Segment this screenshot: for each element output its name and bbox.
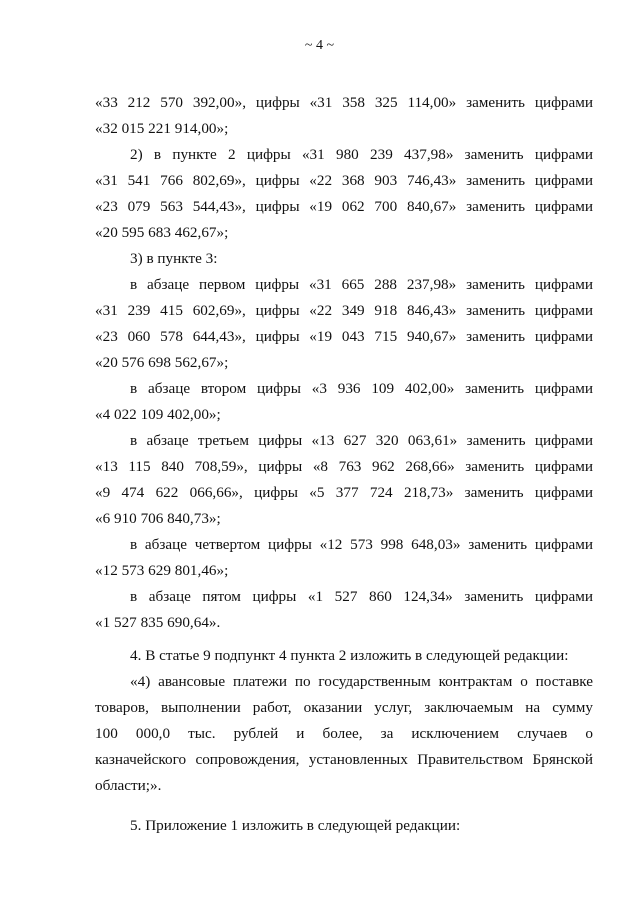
text-line: 3) в пункте 3: — [130, 250, 218, 267]
text-line: «20 576 698 562,67»; — [95, 354, 229, 371]
text-line: «23 079 563 544,43», цифры «19 062 700 840,67» заменить цифрами — [95, 198, 593, 215]
text-line: «23 060 578 644,43», цифры «19 043 715 940,67» заменить цифрами — [95, 328, 593, 345]
text-line: «1 527 835 690,64». — [95, 614, 221, 631]
paragraph-gap — [95, 799, 593, 813]
page-number: ~ 4 ~ — [304, 38, 335, 53]
text-line: в абзаце первом цифры «31 665 288 237,98» заменить цифрами — [130, 276, 593, 293]
paragraph-gap — [95, 636, 593, 643]
text-line: «12 573 629 801,46»; — [95, 562, 229, 579]
text-line: 100 000,0 тыс. рублей и более, за исключением случаев о — [95, 725, 593, 742]
text-line: 2) в пункте 2 цифры «31 980 239 437,98» заменить цифрами — [130, 146, 593, 163]
text-line: «9 474 622 066,66», цифры «5 377 724 218,73» заменить цифрами — [95, 484, 593, 501]
text-line: 4. В статье 9 подпункт 4 пункта 2 изложить в следующей редакции: — [130, 647, 569, 664]
text-line: «31 541 766 802,69», цифры «22 368 903 746,43» заменить цифрами — [95, 172, 593, 189]
text-line: в абзаце четвертом цифры «12 573 998 648,03» заменить цифрами — [130, 536, 593, 553]
text-line: 5. Приложение 1 изложить в следующей редакции: — [130, 817, 461, 834]
text-line: «4 022 109 402,00»; — [95, 406, 221, 423]
text-line: области;». — [95, 777, 162, 794]
text-line: «20 595 683 462,67»; — [95, 224, 229, 241]
text-line: товаров, выполнении работ, оказании услуг, заключаемым на сумму — [95, 699, 593, 716]
text-line: в абзаце пятом цифры «1 527 860 124,34» заменить цифрами — [130, 588, 593, 605]
text-line: в абзаце втором цифры «3 936 109 402,00» заменить цифрами — [130, 380, 593, 397]
text-line: «32 015 221 914,00»; — [95, 120, 229, 137]
text-line: «6 910 706 840,73»; — [95, 510, 221, 527]
document-body — [95, 90, 593, 839]
text-line: «33 212 570 392,00», цифры «31 358 325 114,00» заменить цифрами — [95, 94, 593, 111]
text-line: «13 115 840 708,59», цифры «8 763 962 268,66» заменить цифрами — [95, 458, 593, 475]
text-line: «4) авансовые платежи по государственным контрактам о поставке — [130, 673, 593, 690]
text-line: казначейского сопровождения, установленных Правительством Брянской — [95, 751, 593, 768]
text-line: в абзаце третьем цифры «13 627 320 063,61» заменить цифрами — [130, 432, 593, 449]
text-line: «31 239 415 602,69», цифры «22 349 918 846,43» заменить цифрами — [95, 302, 593, 319]
